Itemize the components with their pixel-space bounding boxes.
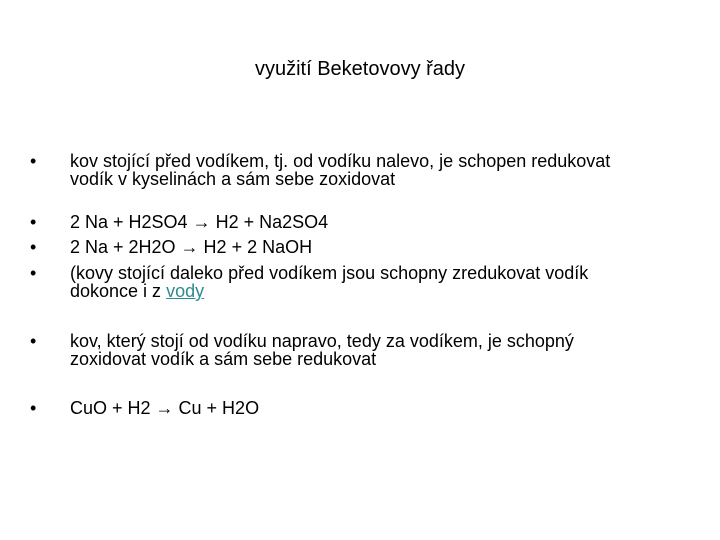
slide-title: využití Beketovovy řady xyxy=(254,58,466,80)
bullet-text xyxy=(70,264,710,300)
bullet-glyph: • xyxy=(30,151,37,171)
bullet-line: (kovy stojící daleko před vodíkem jsou schopny zredukovat vodík xyxy=(70,263,589,283)
bullet-line: kov, který stojí od vodíku napravo, tedy za vodíkem, je schopný xyxy=(70,331,574,351)
bullet-glyph: • xyxy=(30,212,37,232)
bullet-line: 2 Na + H2SO4 → H2 + Na2SO4 xyxy=(70,212,329,232)
bullet-line: CuO + H2 → Cu + H2O xyxy=(70,398,260,418)
bullet-glyph: • xyxy=(30,263,37,283)
bullet-line: vodík v kyselinách a sám sebe zoxidovat xyxy=(70,169,396,189)
bullet-glyph: • xyxy=(30,237,37,257)
bullet-text xyxy=(70,332,710,368)
bullet-line-prefix: dokonce i z xyxy=(70,281,167,301)
bullet-line: zoxidovat vodík a sám sebe redukovat xyxy=(70,349,377,369)
bullet-text xyxy=(70,399,710,417)
bullet-line: kov stojící před vodíkem, tj. od vodíku nalevo, je schopen redukovat xyxy=(70,151,611,171)
bullet-text xyxy=(70,213,710,231)
vody-link[interactable]: vody xyxy=(166,281,205,301)
bullet-line: 2 Na + 2H2O → H2 + 2 NaOH xyxy=(70,237,313,257)
bullet-text xyxy=(70,238,710,256)
bullet-glyph: • xyxy=(30,398,37,418)
bullet-line xyxy=(70,282,710,300)
bullet-glyph: • xyxy=(30,331,37,351)
bullet-text xyxy=(70,152,710,188)
